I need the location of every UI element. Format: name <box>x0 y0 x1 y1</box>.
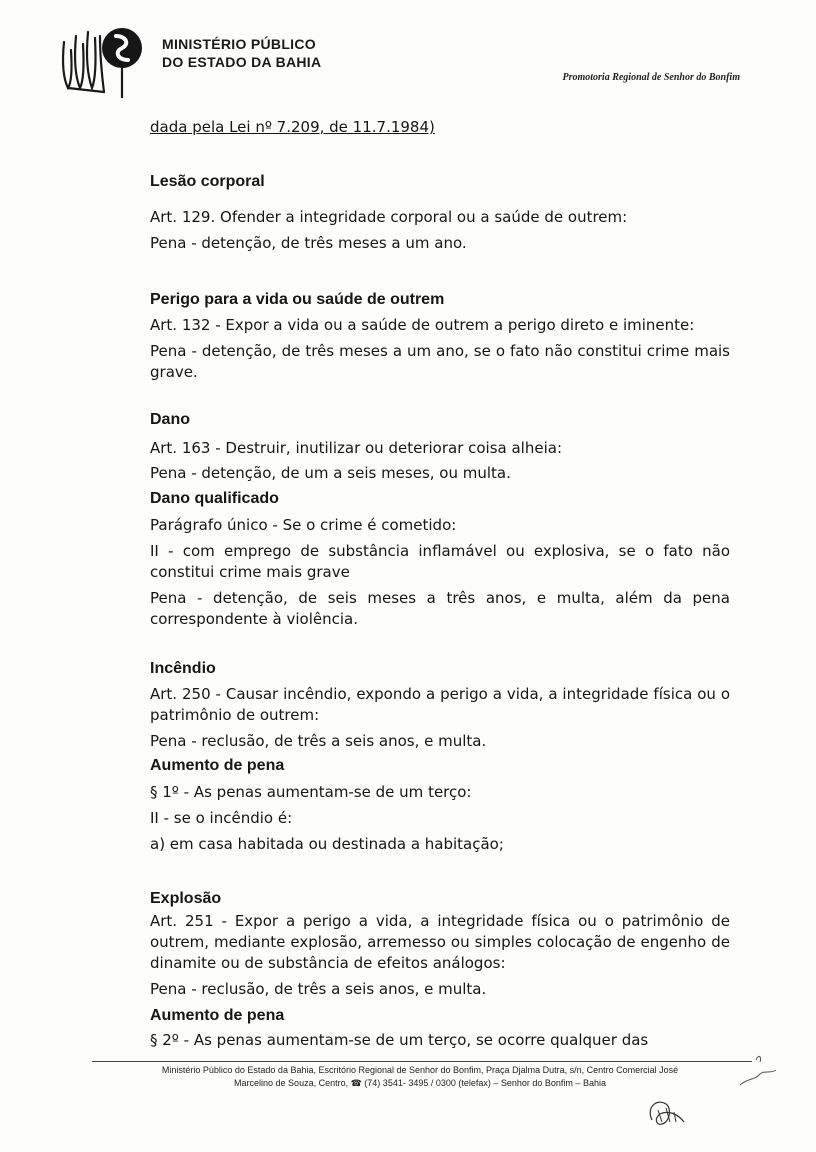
paragrafo-1: § 1º - As penas aumentam-se de um terço: <box>150 783 472 801</box>
inciso-ii-dano: II - com emprego de substância inflamável ou explosiva, se o fato não constitui crime mais grave <box>150 542 730 581</box>
dano-qualificado-pena: Pena - detenção, de seis meses a três anos, e multa, além da pena correspondente à violência. <box>150 589 730 628</box>
inciso-ii-incendio: II - se o incêndio é: <box>150 809 293 827</box>
heading-aumento-pena-2: Aumento de pena <box>150 1007 285 1024</box>
art-132-text: Art. 132 - Expor a vida ou a saúde de outrem a perigo direto e iminente: <box>150 316 695 334</box>
paragrafo-unico: Parágrafo único - Se o crime é cometido: <box>150 516 457 534</box>
heading-dano-qualificado: Dano qualificado <box>150 490 279 507</box>
art-251-text: Art. 251 - Expor a perigo a vida, a integridade física ou o patrimônio de outrem, mediante explosão, arremesso ou simples colocação de engenho de dinamite ou de substância de efeitos análogos: <box>150 912 730 972</box>
heading-lesao-corporal: Lesão corporal <box>150 173 265 190</box>
signature-rubric-icon <box>640 1092 700 1137</box>
art-250-pena: Pena - reclusão, de três a seis anos, e multa. <box>150 732 487 750</box>
footer-line-1: Ministério Público do Estado da Bahia, Escritório Regional de Senhor do Bonfim, Praça Djalma Dutra, s/n, Centro Comercial José <box>161 1065 679 1075</box>
org-line-2: DO ESTADO DA BAHIA <box>162 54 322 70</box>
art-163-text: Art. 163 - Destruir, inutilizar ou deteriorar coisa alheia: <box>150 439 563 457</box>
mp-logo-icon <box>58 22 150 100</box>
heading-incendio: Incêndio <box>150 660 216 677</box>
organization-name <box>162 35 321 71</box>
footer <box>90 1064 750 1090</box>
art-163-pena: Pena - detenção, de um a seis meses, ou multa. <box>150 464 511 482</box>
art-129-pena: Pena - detenção, de três meses a um ano. <box>150 234 467 252</box>
art-129-text: Art. 129. Ofender a integridade corporal ou a saúde de outrem: <box>150 208 628 226</box>
org-line-1: MINISTÉRIO PÚBLICO <box>162 36 316 52</box>
art-132-pena: Pena - detenção, de três meses a um ano, se o fato não constitui crime mais grave. <box>150 342 730 381</box>
art-250-text: Art. 250 - Causar incêndio, expondo a perigo a vida, a integridade física ou o patrimônio de outrem: <box>150 685 730 724</box>
paragrafo-2: § 2º - As penas aumentam-se de um terço, se ocorre qualquer das <box>150 1031 649 1049</box>
art-251-pena: Pena - reclusão, de três a seis anos, e multa. <box>150 980 487 998</box>
initials-scribble-icon <box>700 1050 780 1095</box>
heading-dano: Dano <box>150 411 190 428</box>
heading-perigo-vida: Perigo para a vida ou saúde de outrem <box>150 291 445 308</box>
heading-aumento-pena-1: Aumento de pena <box>150 757 285 774</box>
continuation-line: dada pela Lei nº 7.209, de 11.7.1984) <box>150 118 435 136</box>
footer-line-2: Marcelino de Souza, Centro, ☎ (74) 3541- 3495 / 0300 (telefax) – Senhor do Bonfim – Bahia <box>234 1078 606 1088</box>
alinea-a: a) em casa habitada ou destinada a habitação; <box>150 835 504 853</box>
heading-explosao: Explosão <box>150 890 222 907</box>
promotoria-label: Promotoria Regional de Senhor do Bonfim <box>562 72 740 83</box>
footer-rule <box>92 1061 752 1062</box>
